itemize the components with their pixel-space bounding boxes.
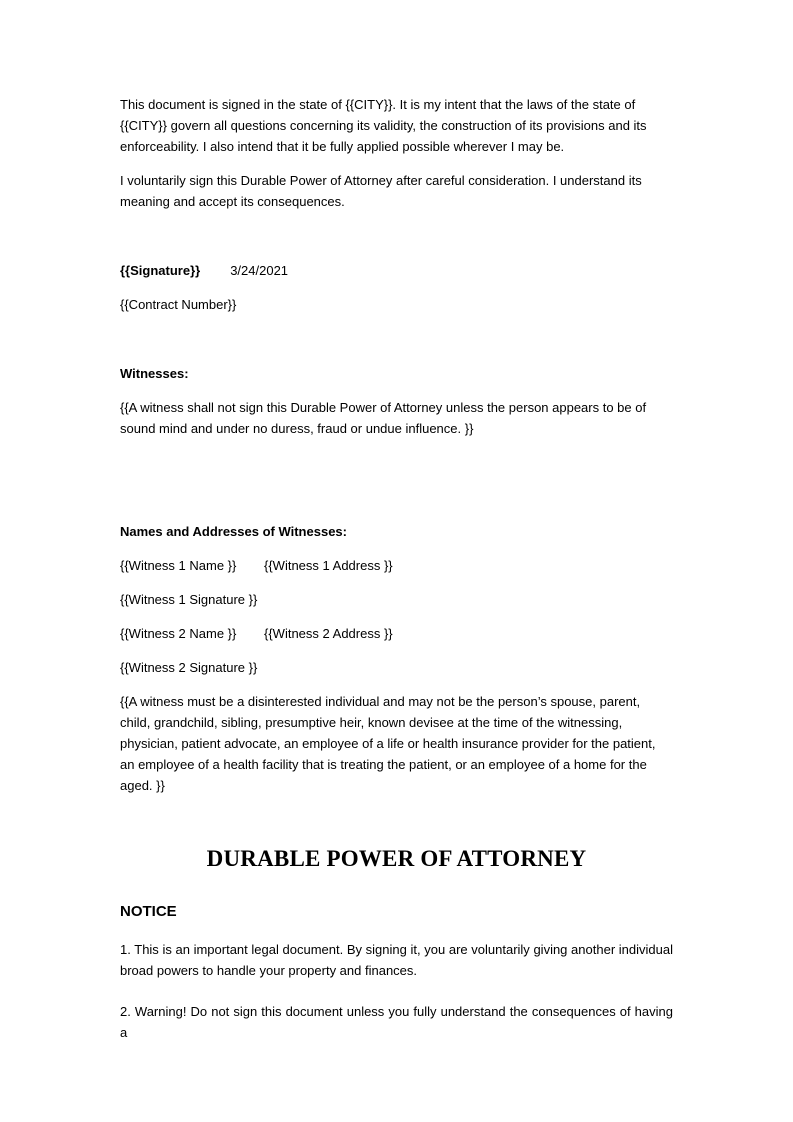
governing-law-paragraph: This document is signed in the state of {{CITY}}. It is my intent that the laws of the state of {{CITY}} govern all questions concerning its validity, the construction of its provisions and its enforceability. I also intend that it be fully applied possible wherever I may be. <box>120 97 647 154</box>
witness-statement: {{A witness shall not sign this Durable Power of Attorney unless the person appears to be of sound mind and under no duress, fraud or undue influence. }} <box>120 400 647 436</box>
notice-heading: NOTICE <box>120 903 177 920</box>
voluntary-signing-paragraph: I voluntarily sign this Durable Power of Attorney after careful consideration. I understand its meaning and accept its consequences. <box>120 173 642 209</box>
signature-row <box>120 260 673 281</box>
witness-1-row <box>120 555 673 576</box>
witnesses-heading: Witnesses: <box>120 366 189 381</box>
witness-2-signature: {{Witness 2 Signature }} <box>120 660 258 675</box>
document-title: DURABLE POWER OF ATTORNEY <box>206 846 587 871</box>
document-body <box>120 94 673 1040</box>
notice-item-2: 2. Warning! Do not sign this document unless you fully understand the consequences of having a <box>120 1004 673 1040</box>
witness-2-row <box>120 623 673 644</box>
witness-2-name: {{Witness 2 Name }} <box>120 626 237 641</box>
witness-1-name: {{Witness 1 Name }} <box>120 558 237 573</box>
notice-item-1: 1. This is an important legal document. By signing it, you are voluntarily giving another individual broad powers to handle your property and finances. <box>120 942 673 978</box>
witness-1-signature: {{Witness 1 Signature }} <box>120 592 258 607</box>
witness-disclaimer: {{A witness must be a disinterested individual and may not be the person’s spouse, parent, child, grandchild, sibling, presumptive heir, known devisee at the time of the witnessing, physician, patient advocate, an employee of a life or health insurance provider for the patient, an employee of a health facility that is treating the patient, or an employee of a home for the aged. }} <box>120 694 656 793</box>
witness-2-address: {{Witness 2 Address }} <box>264 626 393 641</box>
witness-1-address: {{Witness 1 Address }} <box>264 558 393 573</box>
signature-date: 3/24/2021 <box>230 263 289 278</box>
names-addresses-heading: Names and Addresses of Witnesses: <box>120 524 347 539</box>
contract-number: {{Contract Number}} <box>120 297 237 312</box>
signature-placeholder: {{Signature}} <box>120 263 201 278</box>
